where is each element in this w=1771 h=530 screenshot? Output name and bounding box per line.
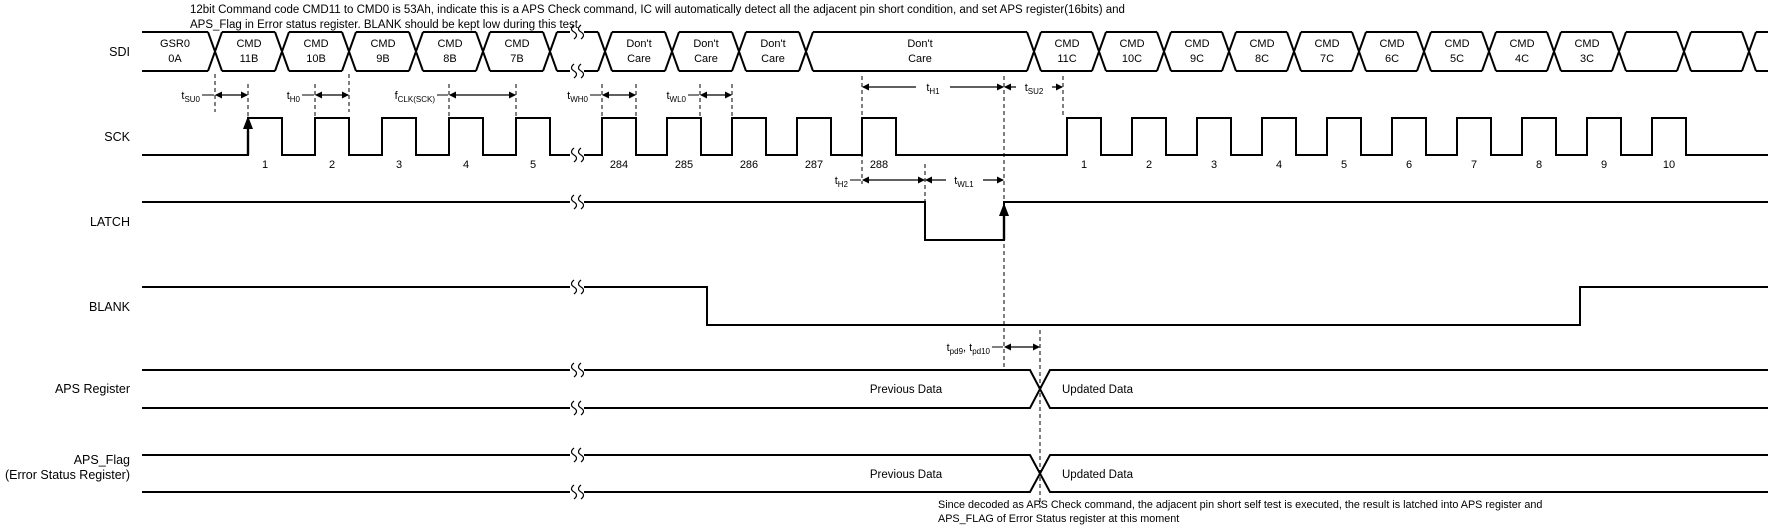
timing-annotations	[181, 79, 1063, 356]
signal-labels	[5, 45, 131, 482]
aps-register-updated-data: Updated Data	[1062, 384, 1133, 396]
sdi-segment-label: Don't	[693, 38, 719, 50]
sck-clock-number: 1	[1080, 159, 1088, 171]
sck-clock-number: 6	[1405, 159, 1413, 171]
aps-flag-updated-data: Updated Data	[1062, 469, 1133, 481]
sck-clock-number: 7	[1470, 159, 1478, 171]
signal-label-sdi: SDI	[109, 45, 130, 59]
sdi-segment-label: CMD	[1379, 38, 1405, 50]
sdi-segment-label: 11B	[239, 53, 259, 65]
sck-clock-number: 10	[1662, 159, 1676, 171]
sck-clock-number: 2	[328, 159, 336, 171]
sdi-segment-label: 10B	[306, 53, 326, 65]
timing-arrowhead	[918, 177, 925, 184]
break-mark	[572, 280, 584, 294]
signal-label-aps-register: APS Register	[54, 382, 130, 396]
break-mark	[572, 401, 584, 415]
signal-label-aps-flag: APS_Flag	[73, 453, 130, 467]
sck-first-edge-arrow	[243, 116, 253, 155]
sck-clock-number: 1	[261, 159, 269, 171]
timing-arrowhead	[862, 177, 869, 184]
timing-arrowhead	[997, 84, 1004, 91]
sck-clock-numbers	[262, 159, 1675, 171]
sdi-segment-label: GSR0	[160, 38, 190, 50]
break-mark	[572, 148, 584, 162]
latch-trace	[142, 202, 1768, 240]
signal-label-blank: BLANK	[89, 300, 130, 314]
sdi-segment-label: 7C	[1319, 53, 1335, 65]
timing-arrowhead	[700, 92, 707, 99]
sck-clock-number: 285	[674, 159, 694, 171]
top-annotation: 12bit Command code CMD11 to CMD0 is 53Ah, indicate this is a APS Check command, IC will automatically detect all the adjacent pin short condition, and set APS register(16bits) and APS_Flag in Error status register. BLANK should be kept low during this test	[190, 4, 1125, 31]
latch-edge-arrow-head	[999, 203, 1009, 216]
sdi-segment-label: 9B	[376, 53, 390, 65]
latch-rise-arrow	[999, 203, 1009, 240]
tsu0-label: $t_{SU0}$	[181, 90, 200, 104]
sdi-segment-label: CMD	[303, 38, 329, 50]
sdi-segment-label: CMD	[1184, 38, 1210, 50]
sdi-segment-label: 9C	[1189, 53, 1205, 65]
th0-label: $t_{H0}$	[286, 90, 300, 104]
sdi-segment-label: 0A	[168, 53, 182, 65]
aps-flag-previous-data: Previous Data	[869, 469, 943, 481]
reference-dashlines	[215, 74, 1063, 508]
sck-waveform	[142, 116, 1768, 171]
timing-arrowhead	[449, 92, 456, 99]
th1-label: $t_{H1}$	[926, 82, 940, 96]
sdi-segment-label: CMD	[1444, 38, 1470, 50]
sck-clock-number: 8	[1535, 159, 1543, 171]
tpd-label: $t_{pd9}$, $t_{pd10}$	[946, 342, 990, 356]
blank-trace	[142, 287, 1768, 325]
sck-clock-number: 288	[869, 159, 889, 171]
blank-waveform	[142, 287, 1768, 325]
timing-arrowhead	[241, 92, 248, 99]
sdi-segment-label: CMD	[1249, 38, 1275, 50]
sdi-segment-label: CMD	[1119, 38, 1145, 50]
signal-label-aps-flag-sub: (Error Status Register)	[4, 468, 130, 482]
timing-arrowhead	[1004, 344, 1011, 351]
sdi-segment-label: 4C	[1514, 53, 1530, 65]
sck-clock-number: 4	[1275, 159, 1283, 171]
sdi-segment-label: Care	[908, 53, 932, 65]
timing-arrowhead	[629, 92, 636, 99]
sdi-segment-labels	[160, 38, 1600, 65]
twl0-label: $t_{WL0}$	[666, 90, 686, 104]
sdi-segment-label: CMD	[1509, 38, 1535, 50]
sdi-segment-label: 3C	[1579, 53, 1595, 65]
timing-arrowhead	[342, 92, 349, 99]
break-mark	[572, 195, 584, 209]
break-mark	[572, 25, 584, 39]
fclk-label: $f_{CLK(SCK)}$	[394, 90, 435, 104]
aps-register-rails	[142, 370, 1768, 408]
twh0-label: $t_{WH0}$	[567, 90, 588, 104]
aps-flag-rails	[142, 455, 1768, 492]
aps-register-waveform	[142, 370, 1768, 408]
sdi-segment-label: CMD	[1054, 38, 1080, 50]
timing-arrowhead	[725, 92, 732, 99]
sdi-segment-label: CMD	[1574, 38, 1600, 50]
timing-arrowhead	[602, 92, 609, 99]
sck-clock-number: 3	[395, 159, 403, 171]
signal-label-sck: SCK	[104, 130, 130, 144]
sck-clock-number: 287	[804, 159, 824, 171]
sck-clock-number: 4	[462, 159, 470, 171]
timing-arrowhead	[1056, 84, 1063, 91]
sdi-segment-label: Care	[761, 53, 785, 65]
sck-clock-number: 5	[1340, 159, 1348, 171]
break-mark	[572, 363, 584, 377]
sdi-segment-label: 8C	[1254, 53, 1270, 65]
sdi-segment-label: 8B	[443, 53, 457, 65]
sdi-segment-label: 5C	[1449, 53, 1465, 65]
sdi-segment-label: CMD	[437, 38, 463, 50]
sdi-segment-label: Care	[694, 53, 718, 65]
sdi-waveform	[142, 32, 1768, 71]
timing-arrowhead	[315, 92, 322, 99]
sck-clock-number: 5	[529, 159, 537, 171]
sdi-segment-label: Don't	[760, 38, 786, 50]
timing-arrowhead	[215, 92, 222, 99]
sdi-segment-label: Care	[627, 53, 651, 65]
bottom-annotation: Since decoded as APS Check command, the adjacent pin short self test is executed, the result is latched into APS register and APS_FLAG of Error Status register at this moment	[938, 499, 1543, 525]
sdi-segment-label: CMD	[236, 38, 262, 50]
timing-arrowhead	[862, 84, 869, 91]
sdi-segment-label: Don't	[907, 38, 933, 50]
timing-arrowhead	[925, 177, 932, 184]
sck-clock-number: 2	[1145, 159, 1153, 171]
sck-clock-number: 286	[739, 159, 759, 171]
sdi-segment-label: CMD	[370, 38, 396, 50]
twl1-label: $t_{WL1}$	[954, 175, 974, 189]
timing-arrowhead	[1004, 84, 1011, 91]
aps-flag-waveform	[142, 455, 1768, 492]
sdi-segment-label: 7B	[510, 53, 524, 65]
sdi-segment-label: 11C	[1057, 53, 1077, 65]
signal-label-latch: LATCH	[89, 215, 130, 229]
timing-arrowhead	[509, 92, 516, 99]
sck-clock-number: 9	[1600, 159, 1608, 171]
th2-label: $t_{H2}$	[834, 175, 848, 189]
break-mark	[572, 485, 584, 499]
timing-arrowhead	[997, 177, 1004, 184]
sdi-segment-label: 6C	[1384, 53, 1400, 65]
sdi-segment-label: 10C	[1121, 53, 1143, 65]
aps-register-previous-data: Previous Data	[869, 384, 943, 396]
sdi-segment-label: CMD	[1314, 38, 1340, 50]
break-mark	[572, 64, 584, 78]
latch-waveform	[142, 202, 1768, 240]
sck-clock-number: 3	[1210, 159, 1218, 171]
sck-clock-number: 284	[609, 159, 629, 171]
sck-trace	[142, 118, 1768, 155]
tsu2-label: $t_{SU2}$	[1024, 82, 1044, 96]
timing-arrowhead	[1033, 344, 1040, 351]
sdi-segment-label: CMD	[504, 38, 530, 50]
break-mark	[572, 448, 584, 462]
sdi-segment-label: Don't	[626, 38, 652, 50]
